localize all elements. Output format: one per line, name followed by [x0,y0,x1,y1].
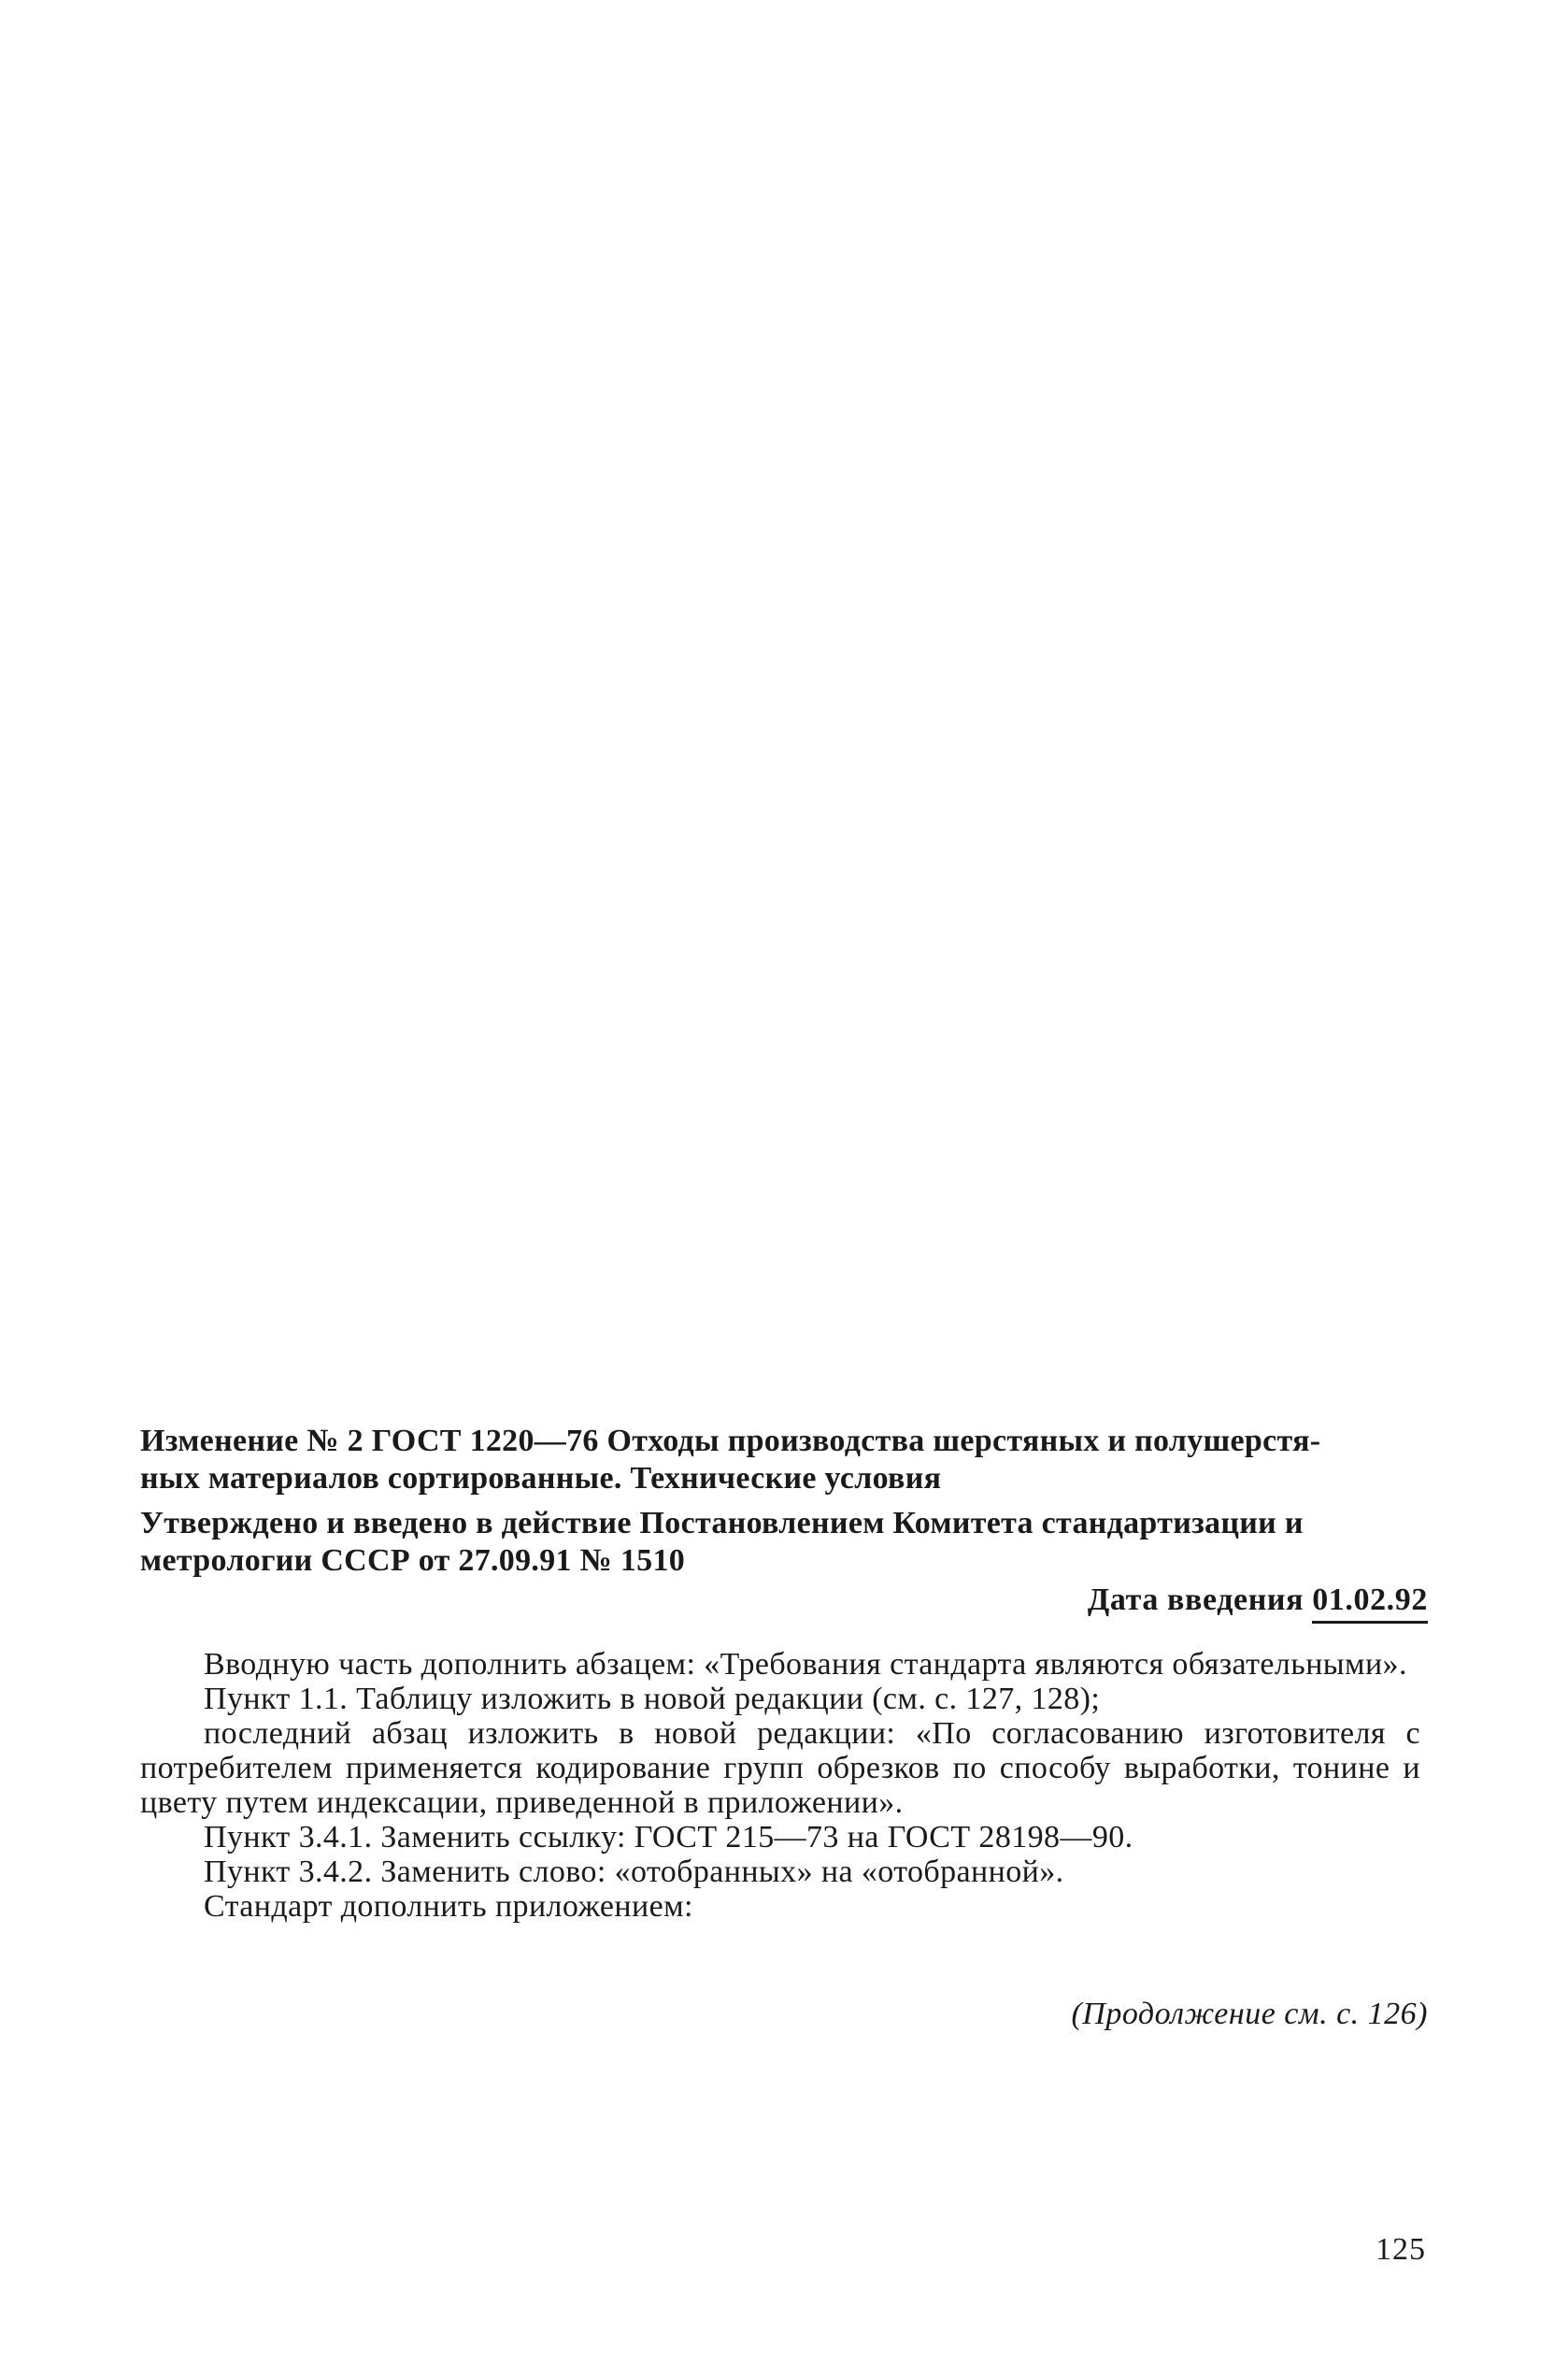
effective-date [1088,1582,1428,1624]
body-paragraph: Стандарт дополнить приложением: [204,1889,693,1924]
body-paragraph: Пункт 3.4.2. Заменить слово: «отобранных» на «отобранной». [204,1855,1064,1889]
body-paragraph: Пункт 3.4.1. Заменить ссылку: ГОСТ 215—73 на ГОСТ 28198—90. [204,1820,1133,1855]
body-paragraph: Вводную часть дополнить абзацем: «Требования стандарта являются обязательными». [204,1647,1407,1682]
approval-line-1: Утверждено и введено в действие Постановлением Комитета стандартизации и [140,1506,1304,1540]
approval-statement [140,1505,1420,1580]
page-number: 125 [1376,2232,1426,2267]
effective-date-value: 01.02.92 [1312,1582,1428,1624]
heading-line-2: ных материалов сортированные. Технические условия [140,1461,942,1496]
body-paragraph: последний абзац изложить в новой редакции: «По согласованию изготовителя с потребителем применяется кодирование групп обрезков по способу выработки, тонине и цвету путем индексации, приведенной в приложении». [140,1716,1420,1820]
amendment-heading [140,1423,1420,1497]
document-body [140,1647,1420,1924]
effective-date-label: Дата введения [1087,1582,1304,1617]
body-paragraph: Пункт 1.1. Таблицу изложить в новой редакции (см. с. 127, 128); [204,1682,1101,1716]
continuation-note: (Продолжение см. с. 126) [1071,1997,1428,2031]
heading-line-1: Изменение № 2 ГОСТ 1220—76 Отходы производства шерстяных и полушерстя- [140,1424,1321,1458]
approval-line-2: метрологии СССР от 27.09.91 № 1510 [140,1543,686,1578]
